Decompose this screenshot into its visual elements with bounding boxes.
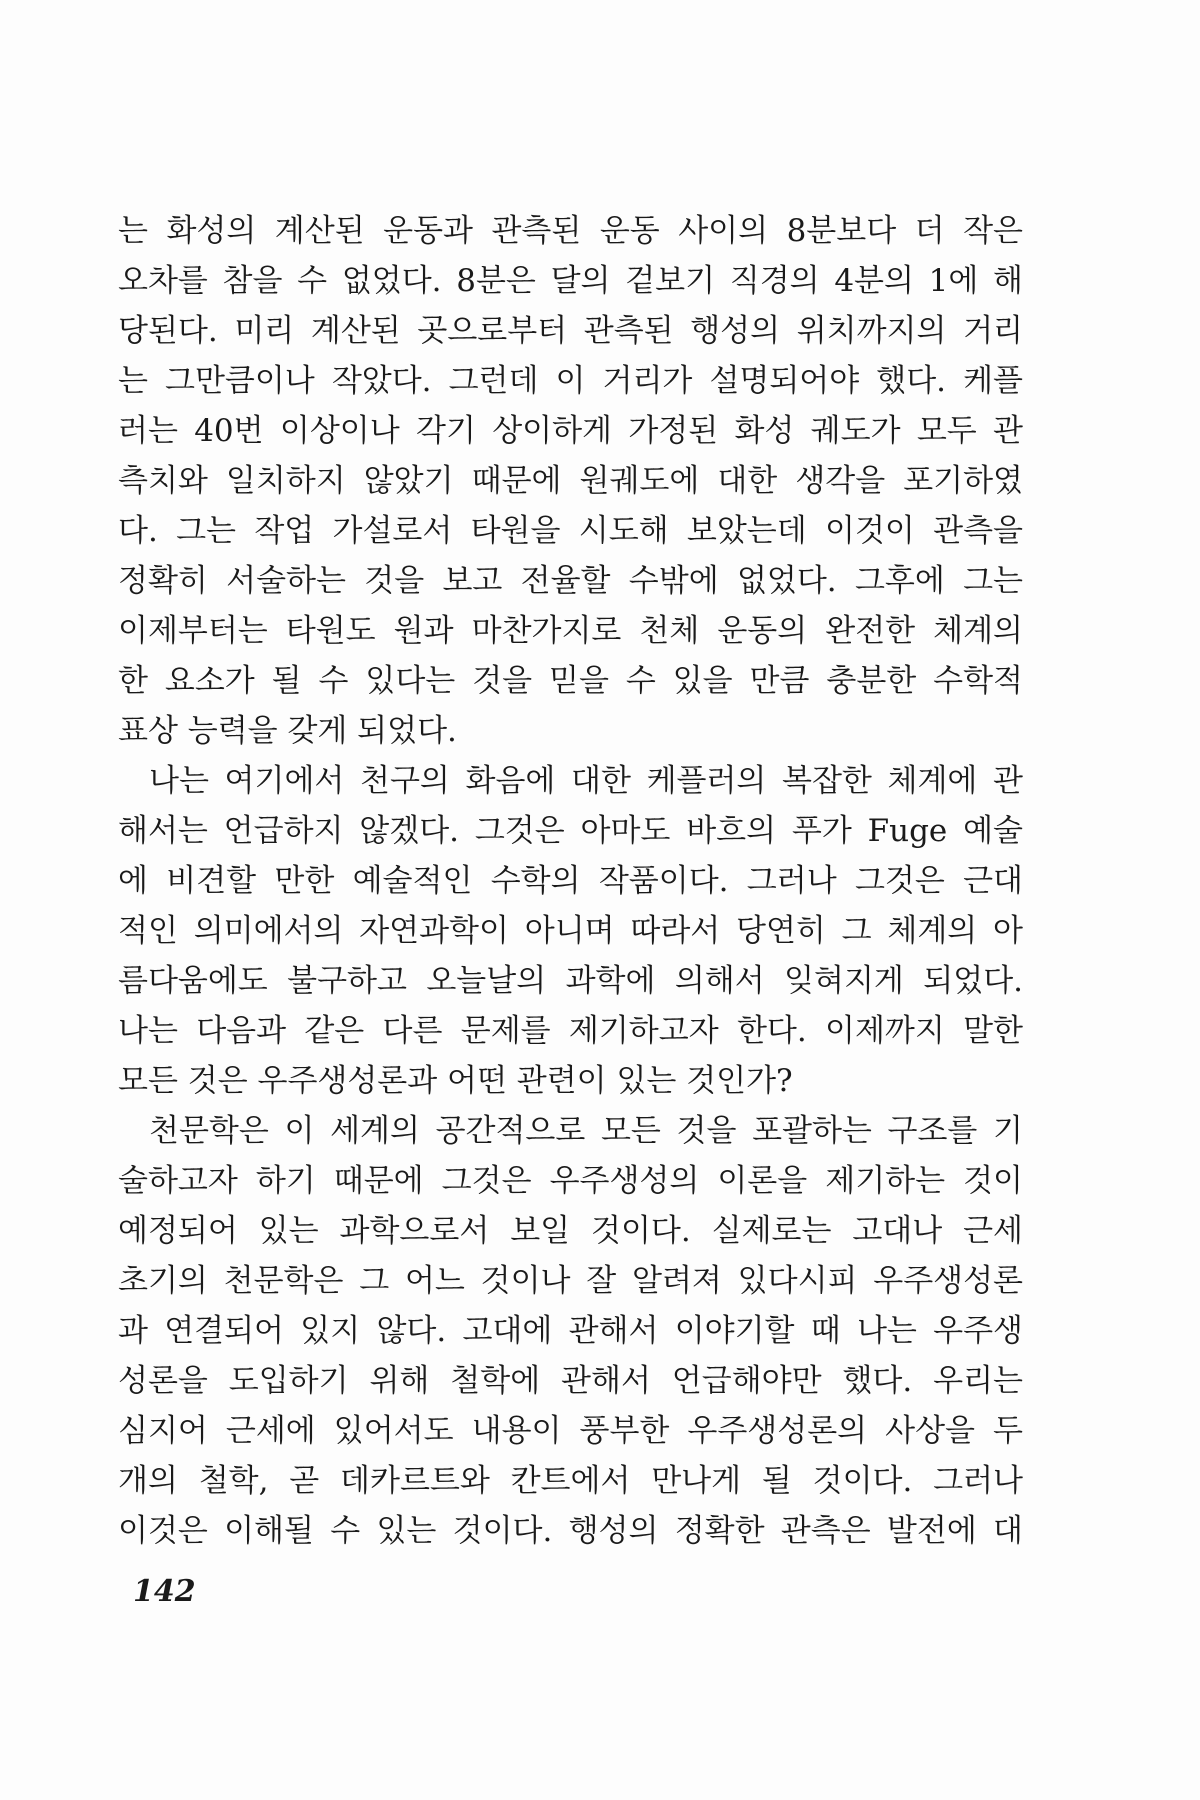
text-line: 름다움에도 불구하고 오늘날의 과학에 의해서 잊혀지게 되었다. [118, 963, 1023, 999]
body-text [118, 206, 1023, 1556]
text-line: 측치와 일치하지 않았기 때문에 원궤도에 대한 생각을 포기하였 [118, 463, 1023, 499]
text-line: 모든 것은 우주생성론과 어떤 관련이 있는 것인가? [118, 1063, 793, 1099]
text-line: 정확히 서술하는 것을 보고 전율할 수밖에 없었다. 그후에 그는 [118, 563, 1023, 599]
text-line: 초기의 천문학은 그 어느 것이나 잘 알려져 있다시피 우주생성론 [118, 1263, 1023, 1299]
text-line: 술하고자 하기 때문에 그것은 우주생성의 이론을 제기하는 것이 [118, 1163, 1023, 1199]
text-line: 나는 다음과 같은 다른 문제를 제기하고자 한다. 이제까지 말한 [118, 1013, 1023, 1049]
text-line: 심지어 근세에 있어서도 내용이 풍부한 우주생성론의 사상을 두 [118, 1413, 1023, 1449]
text-line: 개의 철학, 곧 데카르트와 칸트에서 만나게 될 것이다. 그러나 [118, 1463, 1023, 1499]
text-line: 이제부터는 타원도 원과 마찬가지로 천체 운동의 완전한 체계의 [118, 613, 1023, 649]
text-line: 나는 여기에서 천구의 화음에 대한 케플러의 복잡한 체계에 관 [149, 763, 1023, 799]
text-line: 표상 능력을 갖게 되었다. [118, 713, 457, 749]
text-line: 당된다. 미리 계산된 곳으로부터 관측된 행성의 위치까지의 거리 [118, 313, 1023, 349]
text-line: 예정되어 있는 과학으로서 보일 것이다. 실제로는 고대나 근세 [118, 1213, 1023, 1249]
text-line: 에 비견할 만한 예술적인 수학의 작품이다. 그러나 그것은 근대 [118, 863, 1023, 899]
text-line: 는 화성의 계산된 운동과 관측된 운동 사이의 8분보다 더 작은 [118, 213, 1023, 249]
text-line: 적인 의미에서의 자연과학이 아니며 따라서 당연히 그 체계의 아 [118, 913, 1023, 949]
text-line: 는 그만큼이나 작았다. 그런데 이 거리가 설명되어야 했다. 케플 [118, 363, 1023, 399]
text-line: 오차를 참을 수 없었다. 8분은 달의 겉보기 직경의 4분의 1에 해 [118, 263, 1023, 299]
text-line: 해서는 언급하지 않겠다. 그것은 아마도 바흐의 푸가 Fuge 예술 [118, 813, 1023, 849]
text-line: 러는 40번 이상이나 각기 상이하게 가정된 화성 궤도가 모두 관 [118, 413, 1023, 449]
text-line: 이것은 이해될 수 있는 것이다. 행성의 정확한 관측은 발전에 대 [118, 1513, 1023, 1549]
text-line: 다. 그는 작업 가설로서 타원을 시도해 보았는데 이것이 관측을 [118, 513, 1023, 549]
text-line: 천문학은 이 세계의 공간적으로 모든 것을 포괄하는 구조를 기 [149, 1113, 1023, 1149]
text-line: 과 연결되어 있지 않다. 고대에 관해서 이야기할 때 나는 우주생 [118, 1313, 1023, 1349]
text-line: 한 요소가 될 수 있다는 것을 믿을 수 있을 만큼 충분한 수학적 [118, 663, 1023, 699]
text-line: 성론을 도입하기 위해 철학에 관해서 언급해야만 했다. 우리는 [118, 1363, 1023, 1399]
page-number: 142 [133, 1574, 196, 1609]
